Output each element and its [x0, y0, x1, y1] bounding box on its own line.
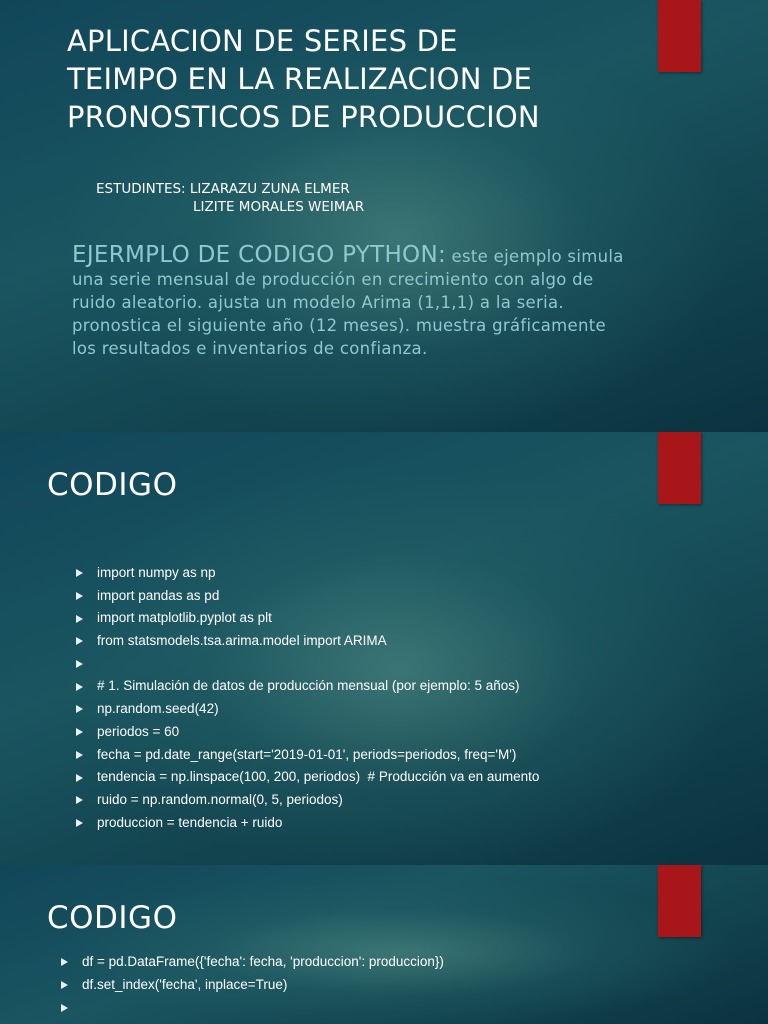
code-line: [76, 630, 539, 653]
code-line: [61, 951, 444, 974]
code-text: import pandas as pd: [97, 587, 220, 603]
code-line: [76, 675, 539, 698]
code-line: [76, 653, 539, 676]
code-text: np.random.seed(42): [97, 701, 219, 717]
title-line: APLICACION DE SERIES DE: [67, 24, 458, 58]
code-text: df.set_index('fecha', inplace=True): [82, 976, 288, 992]
code-line: [76, 698, 539, 721]
slide-code-1: [0, 432, 768, 865]
bullet-arrow-icon: [76, 819, 83, 827]
example-text: este ejemplo simula una serie mensual de producción en crecimiento con algo de ruido aleatorio. ajusta un modelo Arima (1,1,1) a la seria. pronostica el siguiente año (12 meses). muestra gráficamente los resultados e inventarios de confianza.: [72, 247, 624, 358]
bullet-arrow-icon: [61, 981, 68, 989]
title-line: TEIMPO EN LA REALIZACION DE: [67, 62, 533, 96]
slide-heading: CODIGO: [47, 467, 178, 503]
slide-code-2: [0, 865, 768, 1024]
title-line: PRONOSTICOS DE PRODUCCION: [67, 100, 540, 134]
code-text: df = pd.DataFrame({'fecha': fecha, 'produccion': produccion}): [82, 954, 444, 969]
bullet-arrow-icon: [76, 705, 83, 713]
code-line: [76, 766, 539, 789]
bullet-arrow-icon: [76, 592, 83, 600]
slide-heading: CODIGO: [47, 900, 178, 936]
bullet-arrow-icon: [76, 683, 83, 691]
page-title: [67, 22, 667, 136]
code-text: import numpy as np: [97, 565, 216, 580]
accent-bar: [658, 432, 701, 504]
code-text: # 1. Simulación de datos de producción mensual (por ejemplo: 5 años): [97, 678, 520, 694]
slide-title: [0, 0, 768, 432]
bullet-arrow-icon: [61, 1004, 68, 1012]
code-line: [76, 744, 539, 767]
code-line: [76, 607, 539, 630]
students-line: LIZITE MORALES WEIMAR: [193, 199, 365, 215]
bullet-arrow-icon: [76, 751, 83, 759]
bullet-arrow-icon: [76, 774, 83, 782]
code-list: [76, 562, 539, 834]
bullet-arrow-icon: [76, 637, 83, 645]
code-text: tendencia = np.linspace(100, 200, periodos) # Producción va en aumento: [97, 769, 540, 785]
code-line: [61, 996, 444, 1019]
bullet-arrow-icon: [61, 958, 68, 966]
code-text: import matplotlib.pyplot as plt: [97, 610, 272, 626]
code-line: [76, 789, 539, 812]
code-text: produccion = tendencia + ruido: [97, 814, 283, 830]
code-text: periodos = 60: [97, 723, 180, 739]
code-line: [76, 562, 539, 585]
students-block: [96, 180, 364, 216]
example-description: [72, 244, 632, 360]
code-line: [76, 812, 539, 835]
students-line: ESTUDINTES: LIZARAZU ZUNA ELMER: [96, 181, 350, 197]
example-heading: EJERMPLO DE CODIGO PYTHON:: [72, 242, 447, 268]
bullet-arrow-icon: [76, 569, 83, 577]
code-line: [76, 585, 539, 608]
bullet-arrow-icon: [76, 660, 83, 668]
code-text: from statsmodels.tsa.arima.model import ARIMA: [97, 633, 387, 649]
bullet-arrow-icon: [76, 728, 83, 736]
code-text: ruido = np.random.normal(0, 5, periodos): [97, 791, 343, 807]
bullet-arrow-icon: [76, 615, 83, 623]
bullet-arrow-icon: [76, 796, 83, 804]
code-text: fecha = pd.date_range(start='2019-01-01', periods=periodos, freq='M'): [97, 746, 517, 762]
code-line: [61, 974, 444, 997]
code-list: [61, 951, 444, 1019]
accent-bar: [658, 865, 701, 937]
code-line: [76, 721, 539, 744]
